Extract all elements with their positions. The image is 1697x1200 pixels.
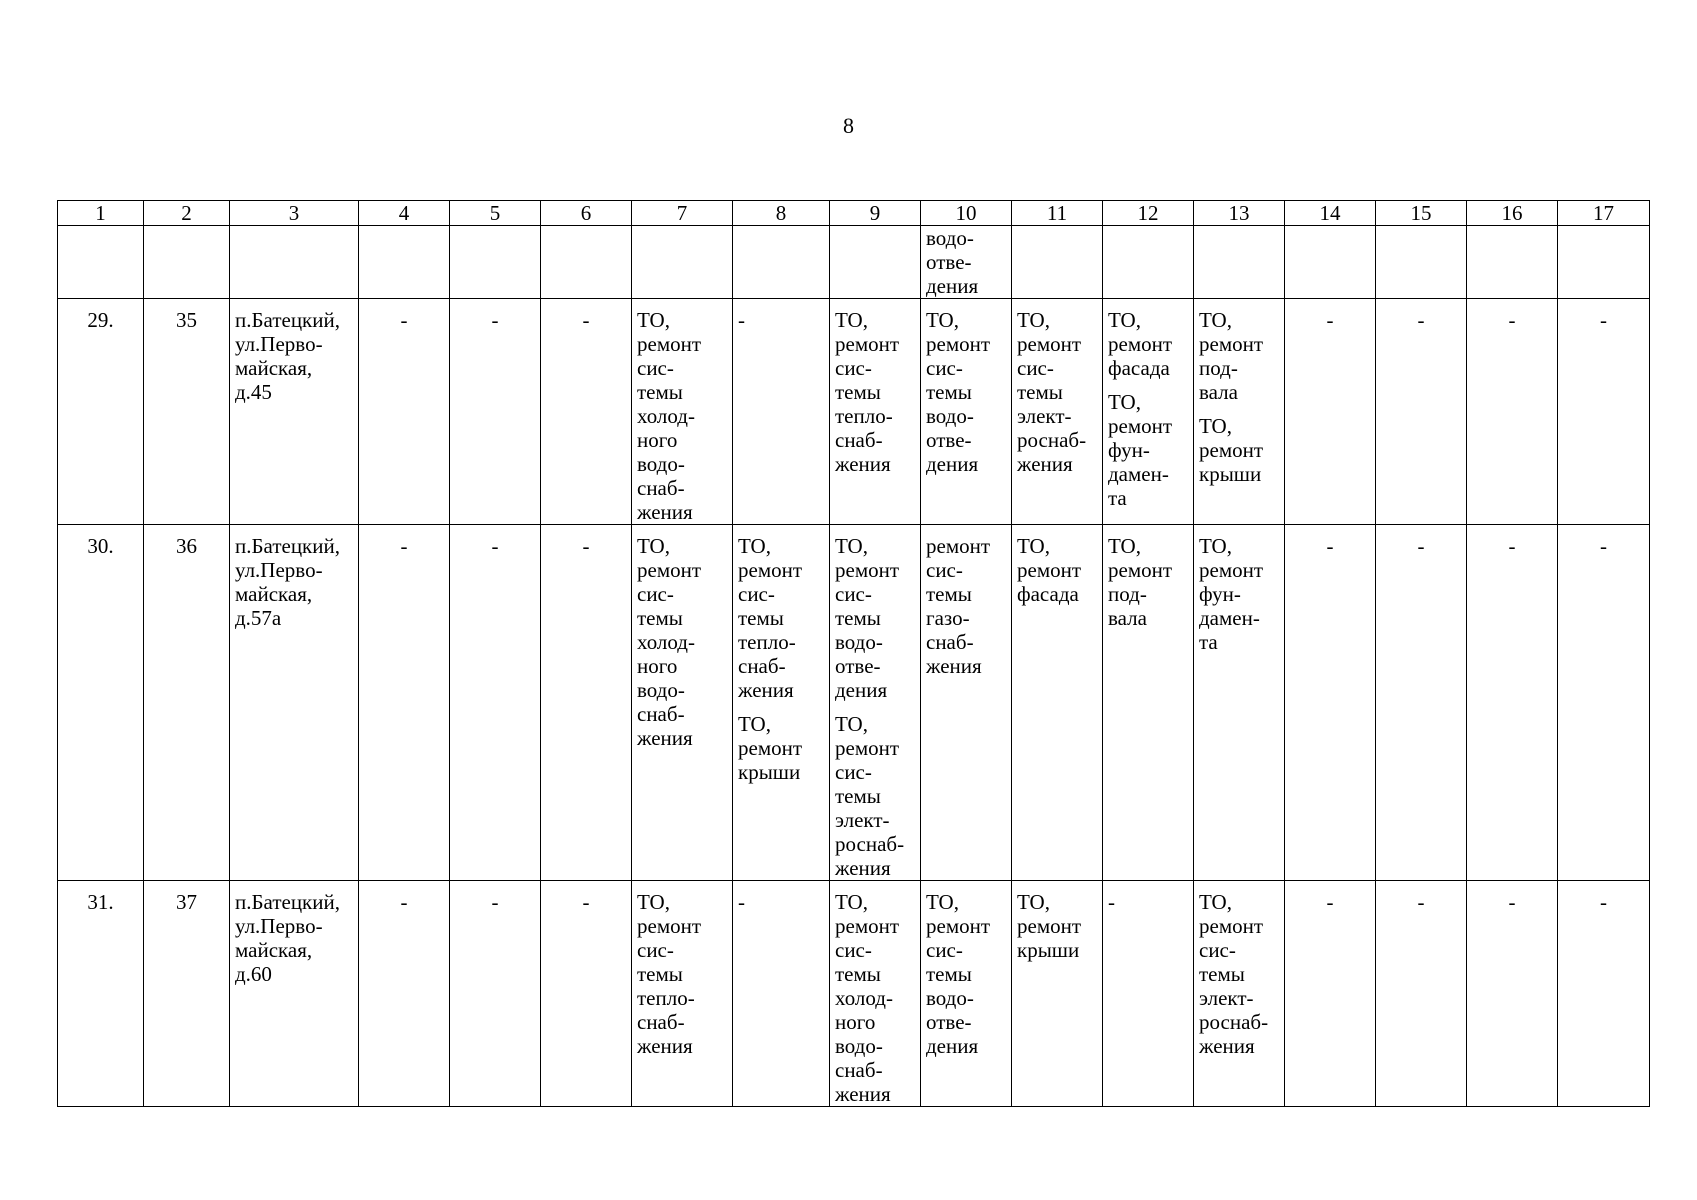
table-row: [58, 299, 1650, 525]
cell-text: -: [1508, 890, 1516, 914]
table-cell-col-10: [921, 299, 1012, 525]
cell-text: п.Батецкий, ул.Перво- майская, д.57а: [235, 534, 340, 630]
table-cell-col-12: [1103, 881, 1194, 1107]
cell-text: -: [400, 308, 408, 332]
column-number-14: 14: [1285, 201, 1376, 226]
cell-text: -: [1600, 308, 1607, 332]
cell-text: 35: [176, 308, 197, 332]
cell-text: водо- отве- дения: [926, 226, 979, 298]
table-cell-col-15: [1376, 881, 1467, 1107]
table-cell-col-6: [541, 525, 632, 881]
table-cell-col-13: [1194, 881, 1285, 1107]
column-number-10: 10: [921, 201, 1012, 226]
table-cell-col-14: [1285, 881, 1376, 1107]
cell-text: -: [491, 890, 499, 914]
table-cell-col-7: [632, 525, 733, 881]
table-cell-col-9: [830, 226, 921, 299]
table-cell-col-15: [1376, 525, 1467, 881]
cell-text: -: [491, 534, 499, 558]
cell-text: ТО, ремонт сис- темы элект- роснаб- жения: [1017, 308, 1087, 476]
cell-text: -: [1600, 890, 1607, 914]
cell-text: 29.: [87, 308, 114, 332]
table-cell-col-13: [1194, 226, 1285, 299]
cell-text: -: [1417, 534, 1425, 558]
column-number-1: 1: [58, 201, 144, 226]
table-cell-col-6: [541, 299, 632, 525]
cell-text: ТО, ремонт под- вала: [1108, 534, 1173, 630]
cell-text: ТО, ремонт сис- темы тепло- снаб- жения: [738, 534, 803, 702]
cell-text: -: [582, 308, 590, 332]
table-cell-col-3: [230, 881, 359, 1107]
cell-text: ТО, ремонт сис- темы тепло- снаб- жения: [835, 308, 900, 476]
column-number-2: 2: [144, 201, 230, 226]
table-cell-col-2: [144, 299, 230, 525]
column-number-16: 16: [1467, 201, 1558, 226]
table-row: [58, 226, 1650, 299]
cell-text: -: [582, 534, 590, 558]
cell-text: ТО, ремонт фун- дамен- та: [1108, 390, 1173, 510]
table-cell-col-5: [450, 299, 541, 525]
column-number-8: 8: [733, 201, 830, 226]
cell-text: -: [400, 534, 408, 558]
table-cell-col-14: [1285, 299, 1376, 525]
cell-text: -: [1326, 890, 1334, 914]
cell-text: -: [1326, 534, 1334, 558]
cell-text: -: [400, 890, 408, 914]
table-cell-col-7: [632, 226, 733, 299]
table-cell-col-16: [1467, 881, 1558, 1107]
table-cell-col-3: [230, 226, 359, 299]
column-number-9: 9: [830, 201, 921, 226]
column-number-4: 4: [359, 201, 450, 226]
table-cell-col-1: [58, 881, 144, 1107]
table-cell-col-1: [58, 525, 144, 881]
cell-text: ТО, ремонт сис- темы элект- роснаб- жения: [835, 712, 905, 880]
table-cell-col-4: [359, 881, 450, 1107]
table-cell-col-16: [1467, 299, 1558, 525]
cell-text: -: [1108, 890, 1115, 914]
cell-text: ТО, ремонт сис- темы холод- ного водо- снаб- жения: [637, 534, 702, 750]
table-cell-col-10: [921, 525, 1012, 881]
table-cell-col-2: [144, 226, 230, 299]
cell-text: -: [1417, 308, 1425, 332]
page-number: 8: [843, 113, 854, 138]
cell-text: 31.: [87, 890, 114, 914]
table-body: [58, 201, 1650, 1107]
table-cell-col-9: [830, 881, 921, 1107]
cell-text: -: [1508, 534, 1516, 558]
table-cell-col-8: [733, 226, 830, 299]
cell-text: ТО, ремонт крыши: [738, 712, 803, 784]
cell-text: ТО, ремонт фасада: [1108, 308, 1173, 380]
table-cell-col-14: [1285, 525, 1376, 881]
table-cell-col-12: [1103, 226, 1194, 299]
table-cell-col-8: [733, 299, 830, 525]
table-cell-col-11: [1012, 299, 1103, 525]
cell-text: -: [738, 308, 745, 332]
table-cell-col-17: [1558, 525, 1650, 881]
cell-text: ТО, ремонт сис- темы водо- отве- дения: [926, 890, 991, 1058]
cell-text: ТО, ремонт сис- темы тепло- снаб- жения: [637, 890, 702, 1058]
table-cell-col-9: [830, 299, 921, 525]
cell-text: 36: [176, 534, 197, 558]
cell-text: 30.: [87, 534, 114, 558]
column-number-6: 6: [541, 201, 632, 226]
cell-text: ТО, ремонт сис- темы элект- роснаб- жения: [1199, 890, 1269, 1058]
cell-text: -: [582, 890, 590, 914]
table-cell-col-2: [144, 525, 230, 881]
table-cell-col-9: [830, 525, 921, 881]
table-cell-col-17: [1558, 299, 1650, 525]
cell-text: ТО, ремонт под- вала: [1199, 308, 1264, 404]
table-cell-col-3: [230, 525, 359, 881]
table-cell-col-4: [359, 525, 450, 881]
cell-text: ТО, ремонт крыши: [1199, 414, 1264, 486]
table-cell-col-5: [450, 881, 541, 1107]
works-table: [57, 200, 1650, 1107]
column-number-11: 11: [1012, 201, 1103, 226]
column-number-15: 15: [1376, 201, 1467, 226]
table-cell-col-10: [921, 226, 1012, 299]
table-cell-col-12: [1103, 525, 1194, 881]
table-cell-col-16: [1467, 226, 1558, 299]
table-row: [58, 525, 1650, 881]
table-cell-col-13: [1194, 525, 1285, 881]
table-cell-col-2: [144, 881, 230, 1107]
table-cell-col-17: [1558, 226, 1650, 299]
table-cell-col-6: [541, 881, 632, 1107]
table-cell-col-15: [1376, 226, 1467, 299]
table-cell-col-1: [58, 226, 144, 299]
column-number-17: 17: [1558, 201, 1650, 226]
table-cell-col-11: [1012, 525, 1103, 881]
table-cell-col-17: [1558, 881, 1650, 1107]
table-cell-col-8: [733, 881, 830, 1107]
column-number-7: 7: [632, 201, 733, 226]
cell-text: -: [1508, 308, 1516, 332]
column-number-5: 5: [450, 201, 541, 226]
column-number-12: 12: [1103, 201, 1194, 226]
cell-text: ТО, ремонт фасада: [1017, 534, 1082, 606]
cell-text: -: [738, 890, 745, 914]
table-cell-col-7: [632, 299, 733, 525]
table-cell-col-4: [359, 299, 450, 525]
table-cell-col-5: [450, 226, 541, 299]
cell-text: п.Батецкий, ул.Перво- майская, д.45: [235, 308, 340, 404]
table-cell-col-5: [450, 525, 541, 881]
table-cell-col-6: [541, 226, 632, 299]
table-cell-col-16: [1467, 525, 1558, 881]
cell-text: -: [1600, 534, 1607, 558]
cell-text: 37: [176, 890, 197, 914]
table-cell-col-10: [921, 881, 1012, 1107]
table-cell-col-7: [632, 881, 733, 1107]
table-cell-col-3: [230, 299, 359, 525]
table-cell-col-11: [1012, 226, 1103, 299]
table-cell-col-4: [359, 226, 450, 299]
cell-text: ремонт сис- темы газо- снаб- жения: [926, 534, 991, 678]
table-cell-col-14: [1285, 226, 1376, 299]
table-cell-col-13: [1194, 299, 1285, 525]
cell-text: ТО, ремонт сис- темы холод- ного водо- снаб- жения: [637, 308, 702, 524]
cell-text: п.Батецкий, ул.Перво- майская, д.60: [235, 890, 340, 986]
cell-text: ТО, ремонт фун- дамен- та: [1199, 534, 1264, 654]
column-number-13: 13: [1194, 201, 1285, 226]
cell-text: ТО, ремонт сис- темы водо- отве- дения: [835, 534, 900, 702]
column-number-row: [58, 201, 1650, 226]
table-cell-col-1: [58, 299, 144, 525]
table-cell-col-12: [1103, 299, 1194, 525]
table-cell-col-11: [1012, 881, 1103, 1107]
cell-text: -: [1326, 308, 1334, 332]
cell-text: ТО, ремонт сис- темы водо- отве- дения: [926, 308, 991, 476]
cell-text: ТО, ремонт сис- темы холод- ного водо- снаб- жения: [835, 890, 900, 1106]
column-number-3: 3: [230, 201, 359, 226]
table-cell-col-15: [1376, 299, 1467, 525]
cell-text: -: [1417, 890, 1425, 914]
cell-text: ТО, ремонт крыши: [1017, 890, 1082, 962]
table-cell-col-8: [733, 525, 830, 881]
table-row: [58, 881, 1650, 1107]
cell-text: -: [491, 308, 499, 332]
